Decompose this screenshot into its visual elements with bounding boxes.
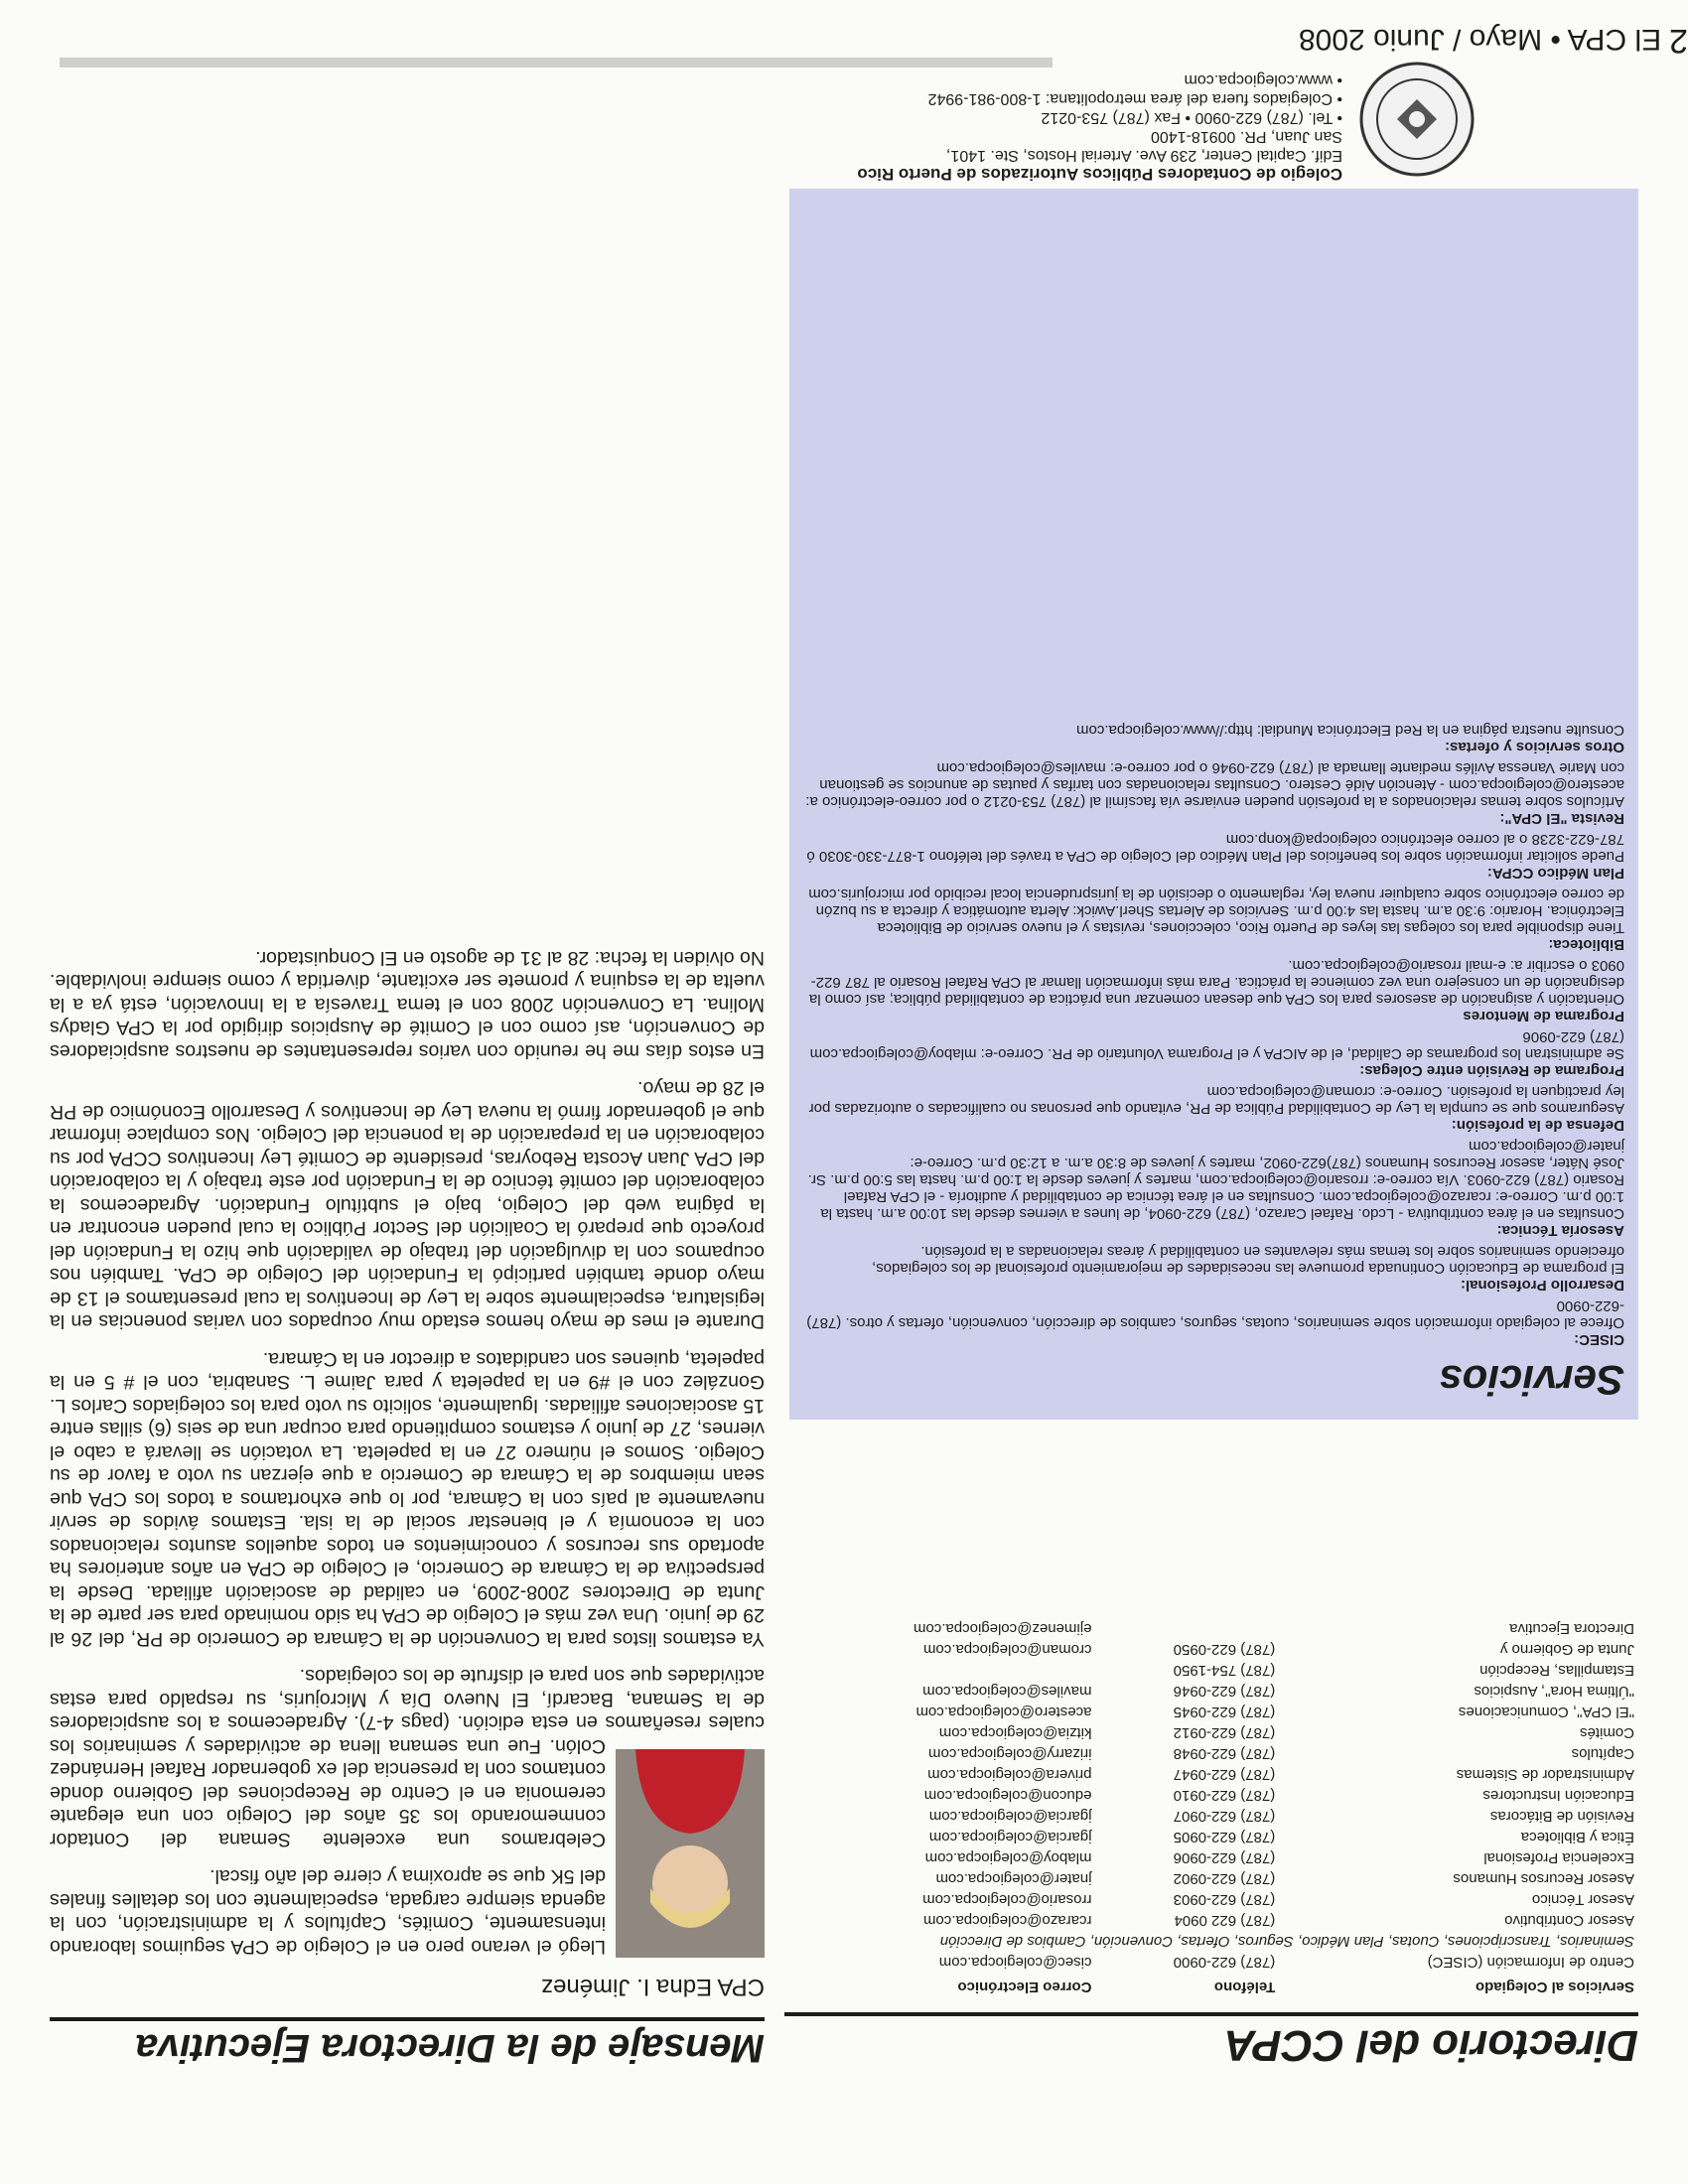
service-text: Ofrece al colegiado información sobre seminarios, cuotas, seguros, cambios de dirección, convención, ofertas y otros. (787) -622-0900 bbox=[806, 1297, 1624, 1331]
email-link[interactable]: jgarcia@colegiocpa.com bbox=[928, 1829, 1092, 1845]
service-cell: Educación Instructores bbox=[1482, 1787, 1634, 1804]
table-row bbox=[784, 1806, 1638, 1827]
phone-cell: (787) 622-0912 bbox=[1173, 1724, 1276, 1741]
phone-cell: (787) 622-0946 bbox=[1173, 1683, 1276, 1700]
message-body bbox=[50, 932, 765, 1959]
service-heading: Revista "El CPA": bbox=[1499, 810, 1624, 827]
directory-title: Directorio del CCPA bbox=[784, 2012, 1638, 2070]
website-link[interactable]: • www.colegiocpa.com bbox=[786, 70, 1342, 89]
organization-info bbox=[786, 70, 1342, 184]
author-photo bbox=[606, 1744, 765, 1958]
phone-cell: (787) 622-0945 bbox=[1173, 1704, 1276, 1720]
service-heading: Desarrollo Profesional: bbox=[1460, 1277, 1624, 1294]
phone-cell: (787) 622-0900 bbox=[1173, 1954, 1276, 1971]
service-text: Orientación y asignación de asesores para los CPA que desean comenzar una práctica de contabilidad pública; así como la designación de un consejero una vez comience la práctica. Para más información llamar al CPA Rafael Rosario al 787 622-0903 o escribir a: e-mail rrosario@colegiocpa.com. bbox=[808, 957, 1624, 1008]
services-list bbox=[803, 722, 1624, 1348]
email-link[interactable]: jgarcia@colegiocpa.com bbox=[928, 1808, 1092, 1825]
phone-cell: (787) 622-0948 bbox=[1173, 1745, 1276, 1762]
phone-line: • Tel. (787) 622-0900 • Fax (787) 753-0212 bbox=[786, 108, 1342, 127]
service-cell: Administrador de Sistemas bbox=[1456, 1766, 1634, 1783]
service-text: Puede solicitar información sobre los beneficios del Plan Médico del Colegio de CPA a través del teléfono 1-877-330-3030 ó 787-622-3238 o al correo electrónico colegiocpa@konp.com bbox=[806, 831, 1624, 865]
email-link[interactable]: maviles@colegiocpa.com bbox=[922, 1683, 1092, 1700]
service-cell: Asesor Técnico bbox=[1531, 1891, 1634, 1908]
outside-metro-line: • Colegiados fuera del área metropolitana: 1-800-981-9942 bbox=[786, 89, 1342, 108]
services-box bbox=[789, 189, 1638, 1420]
service-heading: Defensa de la profesión: bbox=[1451, 1117, 1624, 1134]
table-row bbox=[784, 1618, 1638, 1639]
service-heading: Plan Médico CCPA: bbox=[1486, 865, 1624, 882]
seal-icon bbox=[1357, 60, 1477, 179]
phone-cell: (787) 622-0906 bbox=[1173, 1849, 1276, 1866]
service-text: Aseguramos que se cumpla la Ley de Contabilidad Pública de PR, evitando que personas no cualificadas o autorizadas por ley practiquen la profesión. Correo-e: croman@colegiocpa.com bbox=[808, 1083, 1624, 1117]
phone-cell: (787) 622-0907 bbox=[1173, 1808, 1276, 1825]
service-cell: "El CPA", Comunicaciones bbox=[1458, 1704, 1634, 1720]
service-cell: "Última Hora", Auspicios bbox=[1474, 1683, 1634, 1700]
table-row bbox=[784, 1931, 1638, 1952]
service-heading: Biblioteca: bbox=[1548, 936, 1624, 953]
column-header-service: Servicios al Colegiado bbox=[1475, 1979, 1634, 1995]
table-row bbox=[784, 1785, 1638, 1806]
phone-cell: (787) 622-0950 bbox=[1173, 1641, 1276, 1658]
table-row bbox=[784, 1827, 1638, 1847]
table-row bbox=[784, 1722, 1638, 1743]
email-link[interactable]: kitzia@colegiocpa.com bbox=[938, 1724, 1092, 1741]
service-cell: Estampillas, Recepción bbox=[1479, 1662, 1634, 1679]
table-row bbox=[784, 1660, 1638, 1681]
message-paragraph: Llegó el verano pero en el Colegio de CPA seguimos laborando intensamente, Comités, Capítulos y la administración, con la agenda siempre cargada, especialmente con los detalles finales del 5K que se aproxima y cierre del año fiscal. bbox=[50, 1865, 606, 1958]
service-text: Artículos sobre temas relacionados a la profesión pueden enviarse vía facsímil al (787) 753-0212 o por correo-electrónico a: acestero@colegiocpa.com - Atención Aidé Cestero. Consultas relacionadas con tarifas y pautas de anuncios se gestionan con Marie Vanessa Avilés mediante llamada al (787) 622-0946 o por correo-e: maviles@colegiocpa.com bbox=[805, 759, 1624, 810]
email-link[interactable]: jnater@colegiocpa.com bbox=[935, 1870, 1092, 1887]
email-link[interactable]: ejimenez@colegiocpa.com bbox=[913, 1620, 1092, 1637]
directory-header-row bbox=[784, 1973, 1638, 1995]
address-line-1: Edif. Capital Center, 239 Ave. Arterial Hostos, Ste. 1401, bbox=[945, 147, 1342, 164]
table-row bbox=[784, 1639, 1638, 1660]
email-link[interactable]: irizarry@colegiocpa.com bbox=[927, 1745, 1092, 1762]
column-header-phone: Teléfono bbox=[1213, 1979, 1276, 1995]
service-cell: Junta de Gobierno y bbox=[1499, 1641, 1634, 1658]
page-number: 2 bbox=[1669, 22, 1688, 60]
service-cell: Seminarios, Transcripciones, Cuotas, Plan Médico, Seguros, Ofertas, Convención, Cambios de Dirección bbox=[939, 1933, 1634, 1950]
address-line-2: San Juan, PR. 00918-1400 bbox=[1150, 128, 1342, 145]
message-paragraph: Durante el mes de mayo hemos estado muy ocupados con varias ponencias en la legislatura, especialmente sobre la Ley de Incentivos la cual presentamos el 13 de mayo donde también participó la Fundación del Colegio de CPA. También nos ocupamos con la divulgación del trabajo de validación que hizo la Fundación del proyecto que preparó la Coalición del Sector Público la cual pueden encontrar en la página web del Colegio, bajo el subtítulo Fundación. Agradecemos la colaboración del comité técnico de la Fundación por este trabajo y la colaboración del CPA Juan Acosta Reboyras, presidente de Comité Ley Incentivos CCPA por su colaboración en la preparación de la ponencia del Colegio. Nos complace informar que el gobernador firmó la nueva Ley de Incentivos y Desarrollo Económico de PR el 28 de mayo. bbox=[50, 1077, 765, 1333]
service-cell: Revisión de Bitácoras bbox=[1489, 1808, 1634, 1825]
issue-label: El CPA • Mayo / Junio 2008 bbox=[1298, 23, 1662, 56]
table-row bbox=[784, 1847, 1638, 1868]
directory-table bbox=[784, 1618, 1638, 1995]
header-rule bbox=[60, 58, 1053, 68]
service-text: Tiene disponible para los colegas las leyes de Puerto Rico, colecciones, revistas y el nuevo servicio de Biblioteca Electrónica. Horario: 9:30 a.m. hasta las 4:00 p.m. Servicios de Alertas Sherl.Awick: Alerta automática y directa a su buzón de correo electrónico sobre cualquier nueva ley, reglamento o decisión de la jurisprudencia local recibido por microjuris.com bbox=[808, 886, 1624, 936]
message-paragraph: Ya estamos listos para la Convención de la Cámara de Comercio de PR, del 26 al 29 de junio. Una vez más el Colegio de CPA ha sido nominado para ser parte de la Junta de Directores 2008-2009, en calidad de asociación afiliada. Desde la perspectiva de la Cámara de Comercio, el Colegio de CPA en años anteriores ha aportado sus recursos y conocimientos en todos aquellos asuntos relacionados con la economía y el bienestar social de la isla. Estamos ávidos de servir nuevamente al país con la Cámara, por lo que exhortamos a todos los CPA que sean miembros de la Cámara de Comercio a que ejerzan su voto a favor de su Colegio. Somos el número 27 en la papeleta. La votación se llevará a cabo el viernes, 27 de junio y estamos compitiendo para ocupar una de seis (6) sillas entre 15 asociaciones afiliadas. Igualmente, solicito su voto para los colegiados Carlos L. González con el #9 en la papeleta y para Jaime L. Sanabria, con el # 5 en la papeleta, quienes son candidatos a director en la Cámara. bbox=[50, 1348, 765, 1650]
page-header bbox=[1053, 21, 1688, 60]
email-link[interactable]: educon@colegiocpa.com bbox=[923, 1787, 1092, 1804]
service-heading: Otros servicios y ofertas: bbox=[1445, 739, 1624, 755]
table-row bbox=[784, 1702, 1638, 1722]
service-cell: Asesor Contributivo bbox=[1504, 1912, 1634, 1929]
table-row bbox=[784, 1743, 1638, 1764]
email-link[interactable]: cisec@colegiocpa.com bbox=[938, 1954, 1092, 1971]
phone-cell: (787) 622 0904 bbox=[1174, 1912, 1276, 1929]
service-text: Se administran los programas de Calidad, el de AICPA y el Programa Voluntario de PR. Correo-e: mlaboy@colegiocpa.com (787) 622-0906 bbox=[809, 1028, 1624, 1062]
phone-cell: (787) 622-0910 bbox=[1173, 1787, 1276, 1804]
table-row bbox=[784, 1952, 1638, 1973]
email-link[interactable]: acestero@colegiocpa.com bbox=[915, 1704, 1092, 1720]
service-cell: Comités bbox=[1579, 1724, 1634, 1741]
service-text: Consultas en el área contributiva - Lcdo. Rafael Carazo, (787) 622-0904, de lunes a viernes desde las 10:00 a.m. hasta la 1:00 p.m. Correo-e: rcarazo@colegiocpa.com. Consultas en el área técnica de contabilidad y auditoría - el CPA Rafael Rosario (787) 622-0903. Vía correo-e: rrosario@colegiocpa.com, martes y jueves desde la 1:00 p.m. hasta las 5:00 p.m. Sr. José Náter, asesor Recursos Humanos (787)622-0902, martes y jueves de 8:30 a.m. a 12:30 p.m. Correo-e: jnater@colegiocpa.com bbox=[807, 1138, 1624, 1222]
service-cell: Ética y Biblioteca bbox=[1520, 1829, 1634, 1845]
email-link[interactable]: mlaboy@colegiocpa.com bbox=[924, 1849, 1092, 1866]
phone-cell: (787) 622-0905 bbox=[1173, 1829, 1276, 1845]
message-paragraph: Celebramos una excelente Semana del Contador conmemorando los 35 años del Colegio con una elegante ceremonia en el Centro de Recepciones del Gobierno donde contamos con la presencia del ex gobernador Rafael Hernández Colón. Fue una semana llena de actividades y seminarios los cuales reseñamos en esta edición. (pags 4-7). Agradecemos a los auspiciadores de la Semana, Bacardí, El Nuevo Día y Microjuris, su respaldo para estas actividades que son para el disfrute de los colegiados. bbox=[50, 1665, 765, 1850]
phone-cell: (787) 622-0947 bbox=[1173, 1766, 1276, 1783]
service-cell: Asesor Recursos Humanos bbox=[1453, 1870, 1634, 1887]
service-heading: Asesoría Técnica: bbox=[1496, 1222, 1624, 1239]
services-title: Servicios bbox=[1439, 1357, 1624, 1404]
service-cell: Centro de Información (CISEC) bbox=[1427, 1954, 1634, 1971]
email-link[interactable]: privera@colegiocpa.com bbox=[927, 1766, 1092, 1783]
service-heading: Programa de Mentores bbox=[1463, 1008, 1624, 1024]
phone-cell: (787) 754-1950 bbox=[1173, 1662, 1276, 1679]
service-cell: Capítulos bbox=[1571, 1745, 1634, 1762]
service-heading: Programa de Revisión entre Colegas: bbox=[1359, 1062, 1624, 1079]
message-paragraph: En estos días me he reunido con varios representantes de nuestros auspiciadores de Convención, así como con el Comité de Auspicios dirigido por la CPA Gladys Molina. La Convención 2008 con el tema Travesía a la Innovación, está ya a la vuelta de la esquina y promete ser excitante, divertida y como siempre inolvidable. No olviden la fecha: 28 al 31 de agosto en El Conquistador. bbox=[50, 947, 765, 1062]
email-link[interactable]: rrosario@colegiocpa.com bbox=[922, 1891, 1092, 1908]
email-link[interactable]: croman@colegiocpa.com bbox=[922, 1641, 1092, 1658]
organization-name: Colegio de Contadores Públicos Autorizados de Puerto Rico bbox=[857, 165, 1342, 184]
table-row bbox=[784, 1910, 1638, 1931]
service-text: Consulte nuestra página en la Red Electrónica Mundial: http://www.colegiocpa.com bbox=[1076, 722, 1624, 739]
phone-cell bbox=[1095, 1618, 1279, 1639]
service-cell: Directora Ejecutiva bbox=[1509, 1620, 1634, 1637]
author-name: CPA Edna I. Jiménez bbox=[541, 1974, 765, 2000]
email-link[interactable]: rcarazo@colegiocpa.com bbox=[922, 1912, 1092, 1929]
column-header-email: Correo Electrónico bbox=[957, 1979, 1092, 1995]
message-title: Mensaje de la Directora Ejecutiva bbox=[50, 2017, 765, 2070]
email-link bbox=[784, 1660, 1095, 1681]
table-row bbox=[784, 1868, 1638, 1889]
service-heading: CISEC: bbox=[1574, 1331, 1624, 1348]
table-row bbox=[784, 1889, 1638, 1910]
table-row bbox=[784, 1764, 1638, 1785]
service-cell: Excelencia Profesional bbox=[1483, 1849, 1634, 1866]
phone-cell: (787) 622-0902 bbox=[1173, 1870, 1276, 1887]
phone-cell: (787) 622-0903 bbox=[1173, 1891, 1276, 1908]
service-text: El programa de Educación Continuada promueve las necesidades de mejoramiento profesional de los colegiados, ofreciendo seminarios sobre los temas más relevantes en contabilidad y áreas relacionadas a la profesión. bbox=[872, 1243, 1624, 1277]
table-row bbox=[784, 1681, 1638, 1702]
